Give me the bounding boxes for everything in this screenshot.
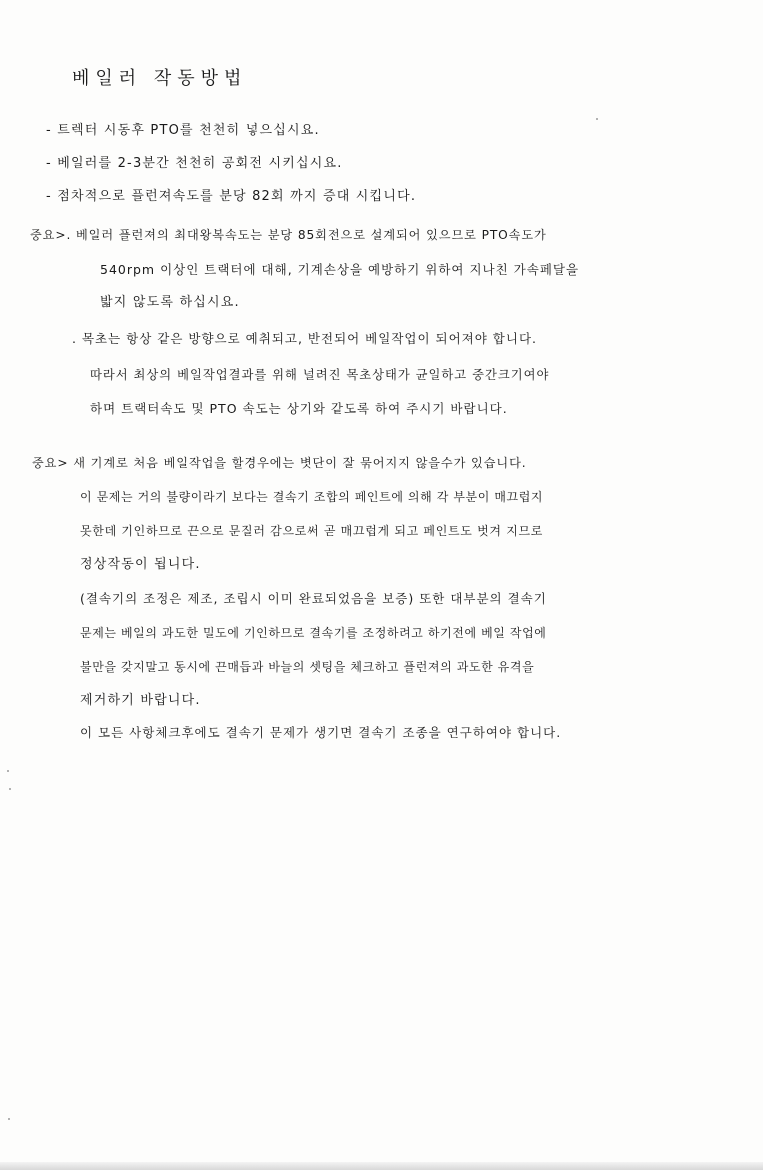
note-line-1: . 목초는 항상 같은 방향으로 예취되고, 반전되어 베일작업이 되어져야 합니다. xyxy=(72,331,538,346)
page-title: 베일러 작동방법 xyxy=(72,68,248,89)
scan-speck xyxy=(596,118,598,120)
note-line-3: 하며 트랙터속도 및 PTO 속도는 상기와 같도록 하여 주시기 바랍니다. xyxy=(90,401,508,416)
important-note-2-line-6: 문제는 베일의 과도한 밀도에 기인하므로 결속기를 조정하려고 하기전에 베일 작업에 xyxy=(80,626,547,640)
important-note-2-line-5: (결속기의 조정은 제조, 조립시 이미 완료되었음을 보증) 또한 대부분의 결속기 xyxy=(80,591,547,606)
scan-speck xyxy=(9,788,11,790)
important-note-2-line-9: 이 모든 사항체크후에도 결속기 문제가 생기면 결속기 조종을 연구하여야 합니다. xyxy=(80,725,562,740)
scan-bottom-edge xyxy=(0,1162,763,1170)
important-note-2-line-3: 못한데 기인하므로 끈으로 문질러 감으로써 곧 매끄럽게 되고 페인트도 벗겨 지므로 xyxy=(80,524,544,538)
important-note-1-line-3: 밟지 않도록 하십시요. xyxy=(100,295,240,310)
important-note-2-line-2: 이 문제는 거의 불량이라기 보다는 결속기 조합의 페인트에 의해 각 부분이 매끄럽지 xyxy=(80,490,544,504)
important-note-2-line-8: 제거하기 바랍니다. xyxy=(80,693,201,708)
instruction-line-3: - 점차적으로 플런져속도를 분당 82회 까지 증대 시킵니다. xyxy=(46,189,417,204)
scan-speck xyxy=(7,770,9,772)
note-line-2: 따라서 최상의 베일작업결과를 위해 널려진 목초상태가 균일하고 중간크기여야 xyxy=(90,368,550,382)
important-note-2-line-7: 불만을 갖지말고 동시에 끈매듭과 바늘의 셋팅을 체크하고 플런져의 과도한 유격을 xyxy=(80,660,535,674)
important-note-2-line-1: 중요> 새 기계로 처음 베일작업을 할경우에는 볏단이 잘 묶어지지 않을수가 있습니다. xyxy=(32,456,527,470)
important-note-1-line-1: 중요>. 베일러 플런져의 최대왕복속도는 분당 85회전으로 설계되어 있으므로 PTO속도가 xyxy=(30,228,547,242)
important-note-2-line-4: 정상작동이 됩니다. xyxy=(80,557,201,572)
instruction-line-1: - 트렉터 시동후 PTO를 천천히 넣으십시요. xyxy=(46,123,320,138)
scan-speck xyxy=(8,1118,10,1120)
instruction-line-2: - 베일러를 2-3분간 천천히 공회전 시키십시요. xyxy=(46,156,343,171)
important-note-1-line-2: 540rpm 이상인 트랙터에 대해, 기계손상을 예방하기 위하여 지나친 가속페달을 xyxy=(100,262,580,277)
